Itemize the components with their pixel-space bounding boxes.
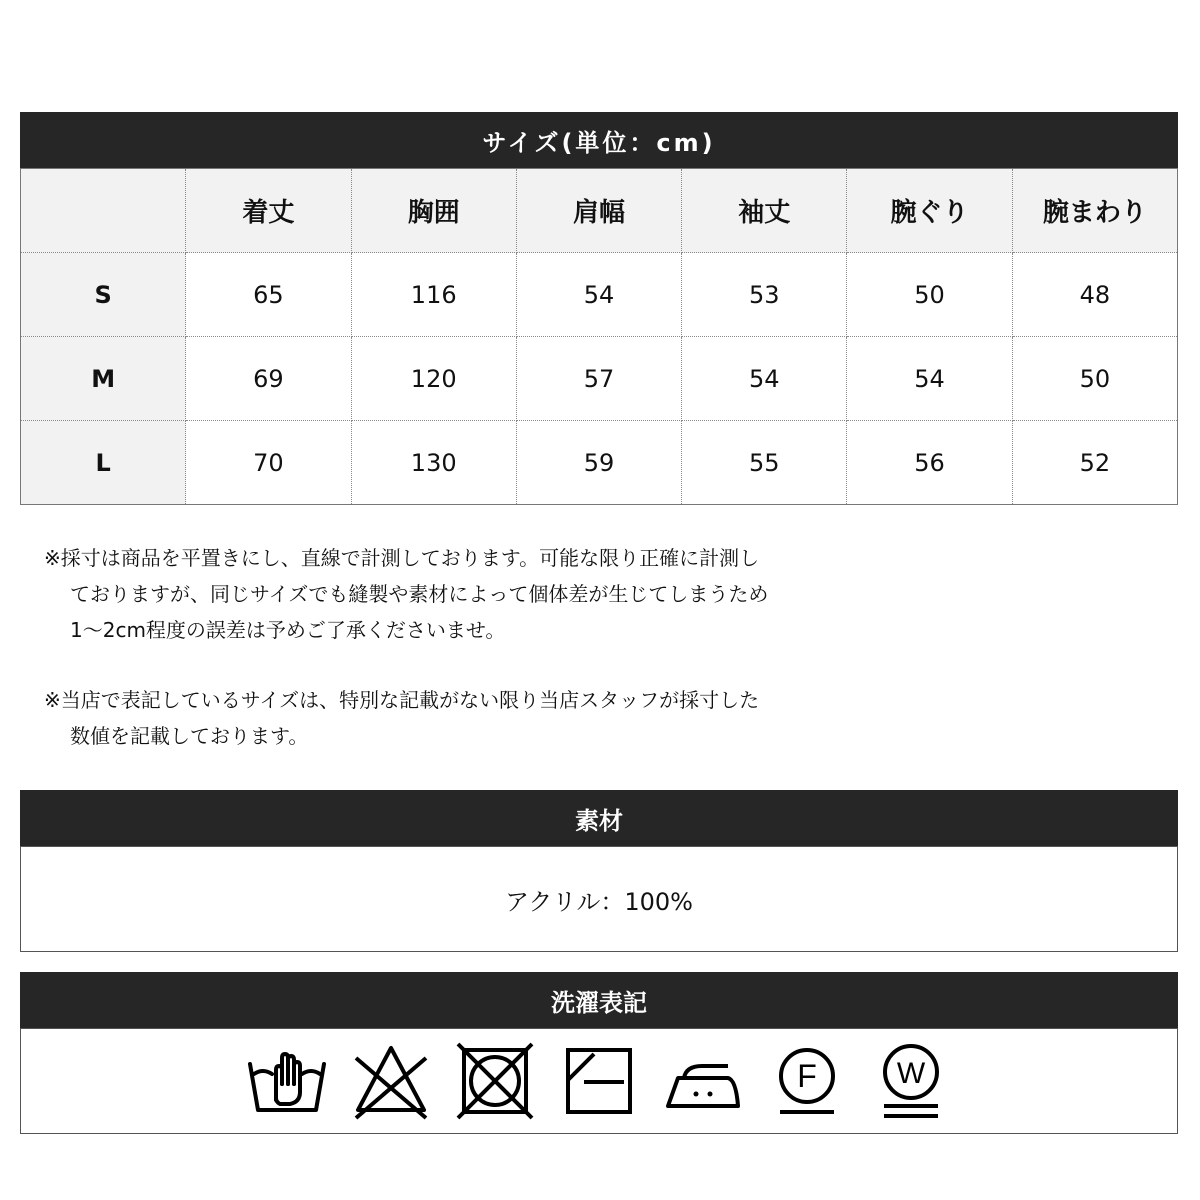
line-dry-shade-icon	[558, 1040, 640, 1122]
table-row	[21, 421, 1178, 505]
size-table-header-row	[21, 169, 1178, 253]
dry-clean-f-icon	[766, 1040, 848, 1122]
table-cell: 54	[516, 253, 681, 337]
table-cell: 54	[847, 337, 1012, 421]
table-cell: 48	[1012, 253, 1177, 337]
table-cell: 69	[186, 337, 351, 421]
measurement-note	[44, 540, 768, 648]
care-title: 洗濯表記	[20, 972, 1178, 1028]
material-title: 素材	[20, 790, 1178, 846]
table-cell: 120	[351, 337, 516, 421]
hand-wash-icon	[246, 1040, 328, 1122]
dry-clean-letter: F	[797, 1058, 817, 1094]
wet-clean-w-icon	[870, 1040, 952, 1122]
note-line: 1〜2cm程度の誤差は予めご了承くださいませ。	[70, 618, 506, 642]
size-label: S	[21, 253, 186, 337]
table-cell: 57	[516, 337, 681, 421]
material-box	[20, 846, 1178, 952]
table-cell: 50	[1012, 337, 1177, 421]
table-cell: 53	[682, 253, 847, 337]
table-cell: 55	[682, 421, 847, 505]
column-header: 肩幅	[516, 169, 681, 253]
no-bleach-icon	[350, 1040, 432, 1122]
note-line: ※当店で表記しているサイズは、特別な記載がない限り当店スタッフが採寸した	[44, 688, 760, 712]
note-line: ておりますが、同じサイズでも縫製や素材によって個体差が生じてしまうため	[70, 582, 769, 606]
material-value: アクリル：100%	[505, 887, 693, 916]
column-header: 腕ぐり	[847, 169, 1012, 253]
note-line: 数値を記載しております。	[70, 724, 309, 748]
column-header: 着丈	[186, 169, 351, 253]
column-header: 腕まわり	[1012, 169, 1177, 253]
table-cell: 50	[847, 253, 1012, 337]
size-table	[20, 168, 1178, 505]
column-header: 袖丈	[682, 169, 847, 253]
size-table-title: サイズ(単位：cm)	[20, 112, 1178, 168]
table-cell: 59	[516, 421, 681, 505]
table-cell: 116	[351, 253, 516, 337]
table-row	[21, 337, 1178, 421]
table-cell: 56	[847, 421, 1012, 505]
care-symbols	[20, 1028, 1178, 1134]
size-label: M	[21, 337, 186, 421]
no-tumble-dry-icon	[454, 1040, 536, 1122]
size-label: L	[21, 421, 186, 505]
table-row	[21, 253, 1178, 337]
note-line: ※採寸は商品を平置きにし、直線で計測しております。可能な限り正確に計測し	[44, 546, 760, 570]
column-header: 胸囲	[351, 169, 516, 253]
wet-clean-letter: W	[896, 1057, 926, 1090]
table-cell: 65	[186, 253, 351, 337]
iron-low-icon	[662, 1040, 744, 1122]
corner-cell	[21, 169, 186, 253]
size-source-note	[44, 682, 759, 754]
table-cell: 54	[682, 337, 847, 421]
table-cell: 70	[186, 421, 351, 505]
table-cell: 130	[351, 421, 516, 505]
table-cell: 52	[1012, 421, 1177, 505]
